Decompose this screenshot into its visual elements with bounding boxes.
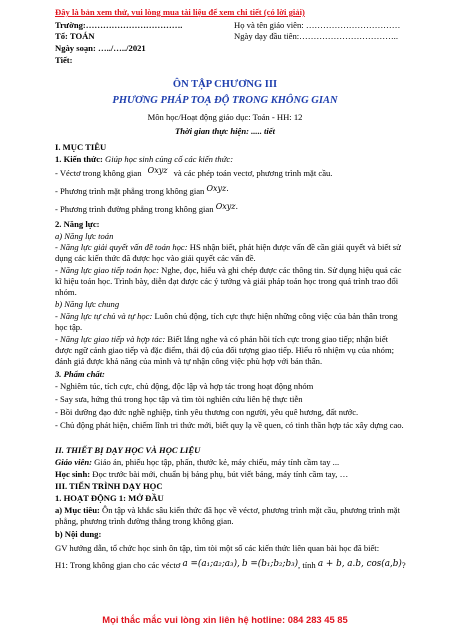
duration-line: Thời gian thực hiện: ..... tiết: [174, 126, 275, 136]
competence-3-text: Luôn chủ động, tích cực thực hiện những công việc của bản thân trong học tập.: [55, 311, 398, 332]
quality-item-4: - Chủ động phát hiện, chiếm lĩnh tri thức mới, biết quy lạ về quen, có tinh thần hợp tác xây dựng cao.: [55, 420, 404, 430]
knowledge-item-1-rest: và các phép toán vectơ, phương trình mặt cầu.: [173, 168, 333, 178]
title-line-2: PHƯƠNG PHÁP TOẠ ĐỘ TRONG KHÔNG GIAN: [112, 95, 338, 106]
period-field: Tiết:: [55, 55, 73, 65]
school-field: Trường:…………………………….: [55, 20, 183, 30]
teacher-materials: [55, 457, 339, 468]
knowledge-item-3: [55, 204, 238, 215]
compose-date-field: Ngày soạn: …../…../2021: [55, 43, 146, 53]
knowledge-item-1: [55, 168, 332, 179]
competence-paragraph-1: [55, 242, 405, 264]
competence-paragraph-3: [55, 311, 405, 333]
competence-paragraph-2: [55, 265, 405, 298]
content-label: b) Nội dung:: [55, 529, 102, 539]
question-h1-text: H1: Trong không gian cho các véctơ: [55, 560, 181, 570]
quality-item-3: - Bồi dưỡng đạo đức nghề nghiệp, tình yêu thương con người, yêu quê hương, đất nước.: [55, 407, 359, 417]
competence-paragraph-4: [55, 334, 405, 367]
preview-banner: Đây là bản xem thử, vui lòng mua tài liệu để xem chi tiết (có lời giải): [55, 7, 305, 17]
title-line-1: ÔN TẬP CHƯƠNG III: [172, 79, 278, 90]
competence-4-label: - Năng lực giao tiếp và hợp tác:: [55, 334, 166, 344]
vector-expression: a + b, a.b, cos(a,b): [317, 559, 402, 569]
section-process: III. TIẾN TRÌNH DẠY HỌC: [55, 481, 163, 491]
competence-2-text: Nghe, đọc, hiểu và ghi chép được các thông tin. Sử dụng hiệu quả các kĩ hiệu toán học. Trình bày, diễn đạt được các ý tưởng và giải pháp toán học trong quá trình trao đổi nhóm.: [55, 265, 402, 297]
knowledge-text: Giúp học sinh củng cố các kiến thức:: [105, 154, 234, 164]
teacher-materials-label: Giáo viên:: [55, 457, 92, 467]
vector-b: b =(b₁;b₂;b₃): [241, 559, 299, 569]
question-mark: ?: [401, 560, 406, 570]
group-field: Tổ: TOÁN: [55, 31, 95, 41]
vector-a: a =(a₁;a₂;a₃),: [182, 559, 240, 569]
teach-date-field: Ngày dạy đầu tiên:……………………………..: [234, 31, 398, 41]
section-objectives: I. MỤC TIÊU: [55, 142, 107, 152]
competence-heading: 2. Năng lực:: [55, 219, 100, 229]
activity-1-objective: [55, 505, 405, 527]
student-materials-label: Học sinh:: [55, 469, 91, 479]
oxyz-symbol: Oxyz.: [206, 184, 229, 193]
competence-1-text: HS nhận biết, phát hiện được vấn đề cần giải quyết và biết sử dụng các kiến thức đã được học vào giải quyết các vấn đề.: [55, 242, 401, 263]
content-text: GV hướng dẫn, tổ chức học sinh ôn tập, tìm tòi một số các kiến thức liên quan bài học đã biết:: [55, 543, 380, 553]
student-materials: [55, 469, 348, 480]
teacher-materials-text: Giáo án, phiếu học tập, phấn, thước kẻ, máy chiếu, máy tính cầm tay ...: [92, 457, 340, 467]
objective-text: Ôn tập và khắc sâu kiến thức đã học về véctơ, phương trình mặt cầu, phương trình mặt phẳng, phương trình đường thẳng trong không gian.: [55, 505, 401, 526]
oxyz-symbol: Oxyz: [147, 166, 168, 175]
knowledge-item-2: [55, 186, 229, 197]
quality-item-2: - Say sưa, hứng thú trong học tập và tìm tòi nghiên cứu liên hệ thực tiễn: [55, 394, 303, 404]
general-competence-heading: b) Năng lực chung: [55, 299, 120, 309]
student-materials-text: Đọc trước bài mới, chuẩn bị bảng phụ, bút viết bảng, máy tính cầm tay, …: [90, 469, 349, 479]
knowledge-item-1-text: - Véctơ trong không gian: [55, 168, 142, 178]
quality-item-1: - Nghiêm túc, tích cực, chủ động, độc lập và hợp tác trong hoạt động nhóm: [55, 381, 314, 391]
oxyz-symbol: Oxyz.: [215, 202, 239, 211]
question-h1: [55, 560, 406, 572]
knowledge-heading: [55, 154, 233, 165]
knowledge-label: 1. Kiến thức:: [55, 154, 106, 164]
subject-line: Môn học/Hoạt động giáo dục: Toán - HH: 12: [147, 112, 303, 122]
competence-3-label: - Năng lực tự chủ và tự học:: [55, 311, 153, 321]
knowledge-item-2-text: - Phương trình mặt phẳng trong không gian: [55, 186, 205, 196]
objective-label: a) Mục tiêu:: [55, 505, 100, 515]
section-equipment: II. THIẾT BỊ DẠY HỌC VÀ HỌC LIỆU: [55, 445, 201, 455]
competence-1-label: - Năng lực giải quyết vấn đề toán học:: [55, 242, 188, 252]
competence-2-label: - Năng lực giao tiếp toán học:: [55, 265, 159, 275]
teacher-field: Họ và tên giáo viên: ……………………………: [234, 20, 401, 30]
question-h1-ask: , tính: [298, 560, 316, 570]
competence-4-text: Biết lắng nghe và có phản hồi tích cực trong giao tiếp; nhận biết được ngữ cảnh giao tiếp và đặc điểm, thái độ của đối tượng giao tiếp. Hiểu rõ nhiệm vụ của nhóm; đánh giá được khả năng của mình và tự nhận công việc phù hợp với bản thân.: [55, 334, 395, 366]
activity-1-heading: 1. HOẠT ĐỘNG 1: MỞ ĐẦU: [55, 493, 164, 503]
qualities-heading: 3. Phẩm chất:: [55, 369, 105, 379]
hotline-footer: Mọi thắc mắc vui lòng xin liên hệ hotline: 084 283 45 85: [102, 614, 348, 625]
knowledge-item-3-text: - Phương trình đường phẳng trong không gian: [55, 204, 214, 214]
math-competence-heading: a) Năng lực toán: [55, 231, 114, 241]
